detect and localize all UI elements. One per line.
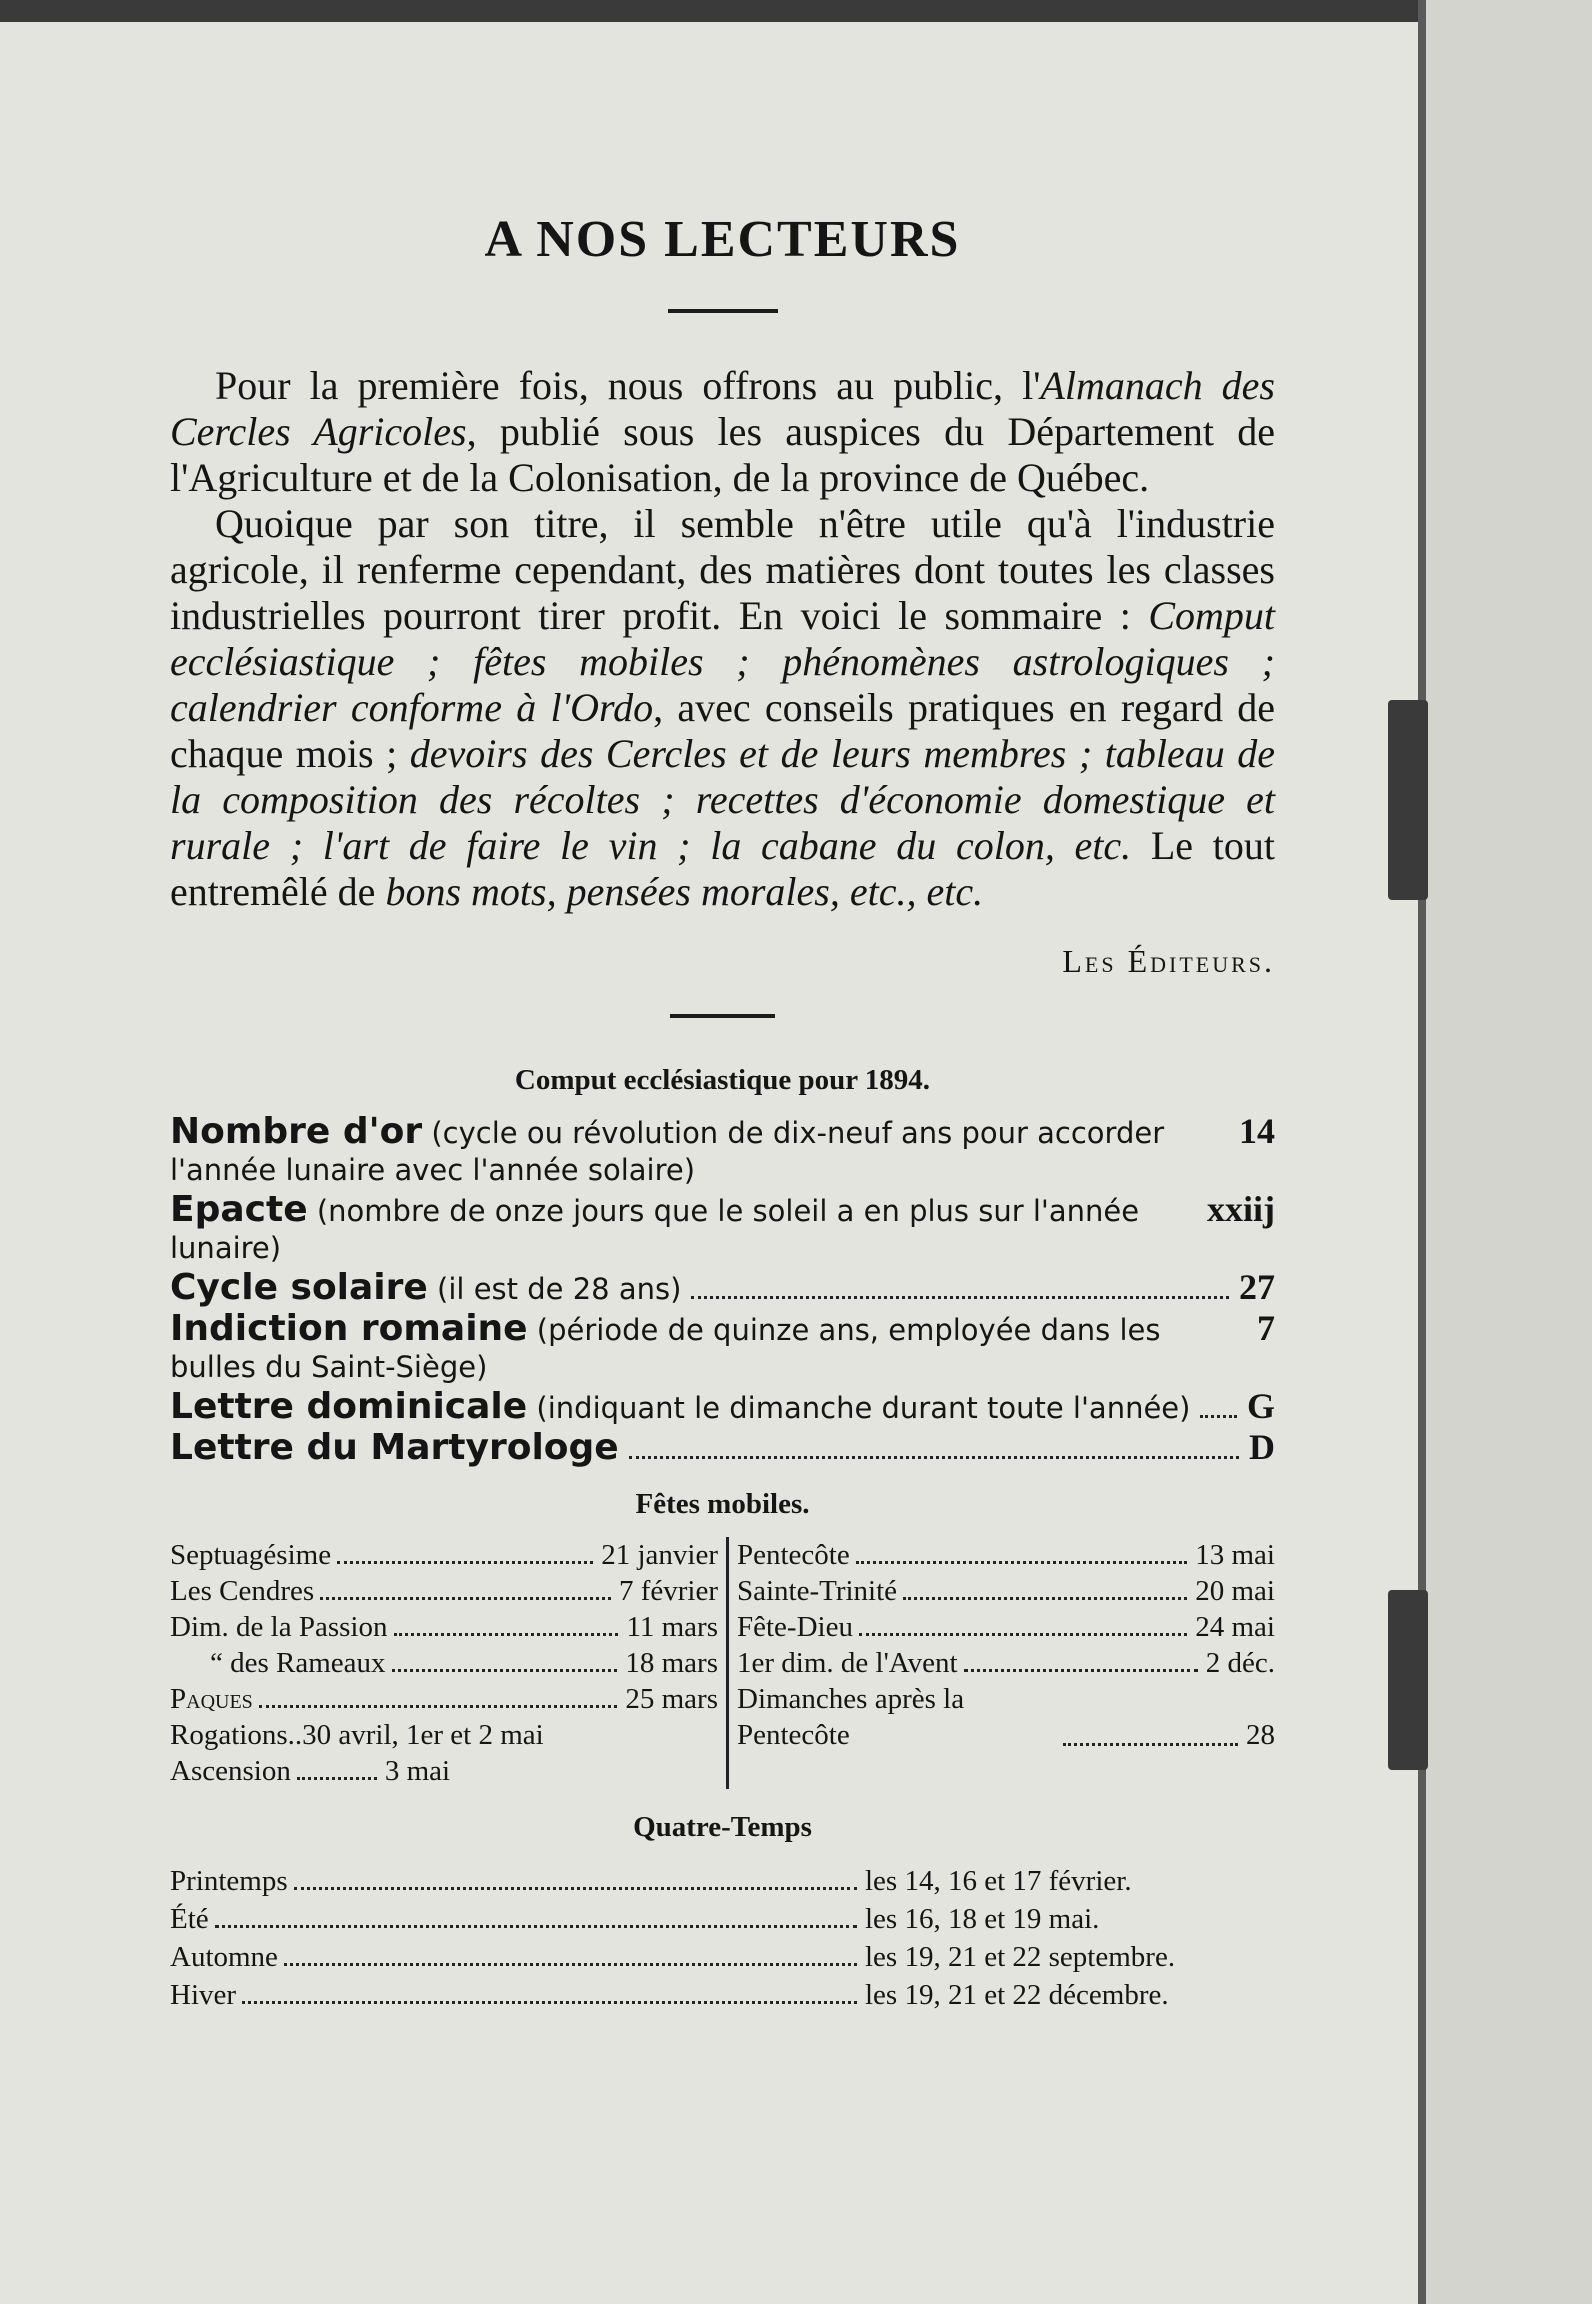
section-rule bbox=[670, 1014, 775, 1018]
quatre-temps-row: Été les 16, 18 et 19 mai. bbox=[170, 1903, 1100, 1935]
page-title: A NOS LECTEURS bbox=[484, 211, 961, 268]
fete-row: “ des Rameaux 18 mars bbox=[210, 1647, 718, 1679]
fete-row: Dimanches après la Pentecôte 28 bbox=[737, 1683, 1275, 1751]
comput-item: Indiction romaine (période de quinze ans, employée dans les bulles du Saint-Siège) 7 bbox=[170, 1308, 1275, 1384]
quatre-temps-list bbox=[170, 1862, 1275, 2014]
fete-row: Paques 25 mars bbox=[170, 1683, 718, 1715]
editors-signature: Les Éditeurs. bbox=[1062, 943, 1275, 979]
intro-paragraph-2: Quoique par son titre, il semble n'être utile qu'à l'industrie agricole, il renferme cependant, des matières dont toutes les classes industrielles pourront tirer profit. En voici le sommaire : Comput ecclésiastique ; fêtes mobiles ; phénomènes astrologiques ; calendrier conforme à l'Ordo, avec conseils pratiques en regard de chaque mois ; devoirs des Cercles et de leurs membres ; tableau de la composition des récoltes ; recettes d'économie domestique et rurale ; l'art de faire le vin ; la cabane du colon, etc. Le tout entremêlé de bons mots, pensées morales, etc., etc. bbox=[170, 501, 1275, 914]
fete-row: 1er dim. de l'Avent 2 déc. bbox=[737, 1647, 1275, 1679]
quatre-temps-row: Hiver les 19, 21 et 22 décembre. bbox=[170, 1979, 1169, 2011]
binding-mark-lower bbox=[1388, 1590, 1428, 1770]
intro-paragraph-1: Pour la première fois, nous offrons au public, l'Almanach des Cercles Agricoles, publié sous les auspices du Département de l'Agriculture et de la Colonisation, de la province de Québec. bbox=[170, 363, 1275, 500]
scan-top-edge bbox=[0, 0, 1592, 22]
comput-item: Lettre dominicale (indiquant le dimanche durant toute l'année) G bbox=[170, 1386, 1275, 1427]
title-rule bbox=[668, 309, 778, 313]
fete-row: Les Cendres 7 février bbox=[170, 1575, 718, 1607]
comput-item: Epacte (nombre de onze jours que le soleil a en plus sur l'année lunaire) xxiij bbox=[170, 1189, 1275, 1265]
fete-row: Ascension 3 mai bbox=[170, 1755, 451, 1787]
right-page-edge bbox=[1426, 0, 1592, 2304]
binding-mark-upper bbox=[1388, 700, 1428, 900]
quatre-temps-row: Printemps les 14, 16 et 17 février. bbox=[170, 1865, 1132, 1897]
comput-item: Cycle solaire (il est de 28 ans) 27 bbox=[170, 1267, 1275, 1308]
fetes-left-column bbox=[170, 1537, 729, 1789]
fetes-title: Fêtes mobiles. bbox=[635, 1488, 810, 1520]
comput-title: Comput ecclésiastique pour 1894. bbox=[514, 1064, 931, 1096]
comput-item: Lettre du Martyrologe D bbox=[170, 1427, 1275, 1468]
comput-item: Nombre d'or (cycle ou révolution de dix-neuf ans pour accorder l'année lunaire avec l'année solaire) 14 bbox=[170, 1111, 1275, 1187]
fete-row: Septuagésime 21 janvier bbox=[170, 1539, 718, 1571]
fetes-table bbox=[170, 1537, 1275, 1789]
quatre-temps-title: Quatre-Temps bbox=[633, 1811, 812, 1843]
quatre-temps-row: Automne les 19, 21 et 22 septembre. bbox=[170, 1941, 1176, 1973]
fete-row: Sainte-Trinité 20 mai bbox=[737, 1575, 1275, 1607]
page-content bbox=[170, 190, 1275, 2014]
fete-row: Rogations..30 avril, 1er et 2 mai bbox=[170, 1719, 544, 1751]
fete-row: Dim. de la Passion 11 mars bbox=[170, 1611, 718, 1643]
fete-row: Fête-Dieu 24 mai bbox=[737, 1611, 1275, 1643]
fete-row: Pentecôte 13 mai bbox=[737, 1539, 1275, 1571]
fetes-right-column bbox=[729, 1537, 1275, 1789]
book-spine bbox=[1418, 0, 1426, 2304]
comput-list bbox=[170, 1113, 1275, 1468]
